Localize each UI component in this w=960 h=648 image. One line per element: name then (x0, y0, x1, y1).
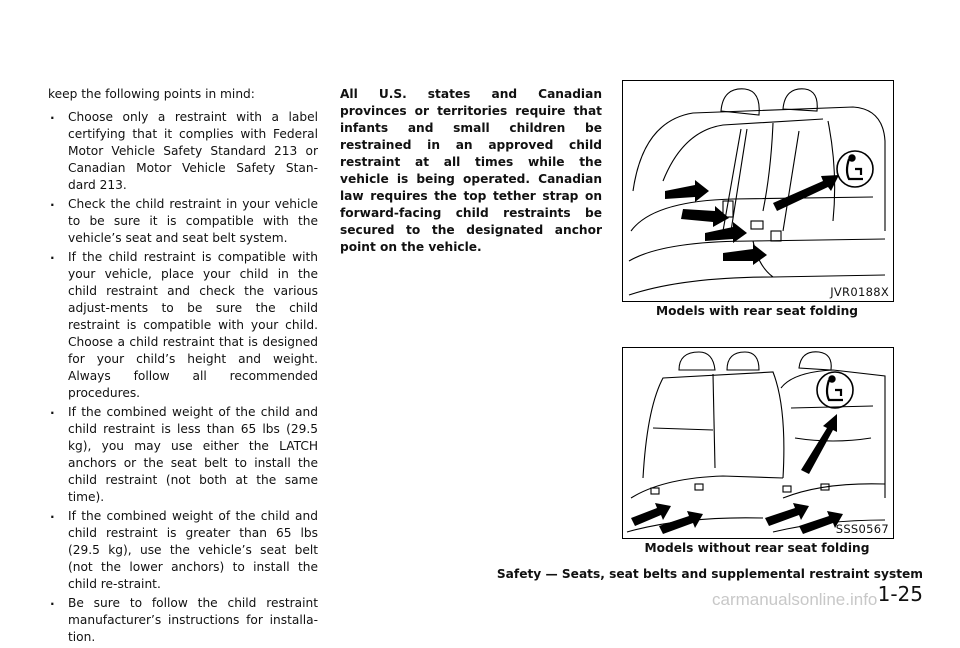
child-seat-anchor-icon (847, 155, 863, 179)
page-number: 1-25 (877, 582, 923, 606)
arrow-icons (631, 414, 843, 534)
left-column (48, 86, 318, 648)
figure-no-rear-seat-folding (622, 347, 894, 539)
figure-caption: Models without rear seat folding (644, 541, 870, 555)
list-item: . Choose only a restraint with a label certifying that it complies with Federal Motor Vehicle Safety Standard 213 or Canadian Motor Vehicle Safety Stan-dard 213. (48, 109, 318, 194)
seat-illustration (623, 348, 893, 538)
list-item: . If the combined weight of the child and child restraint is greater than 65 lbs (29.5 kg), use the vehicle’s seat belt (not the lower anchors) to install the child re-straint. (48, 508, 318, 593)
guidelines-list (48, 109, 318, 646)
figure-id: SSS0567 (835, 522, 889, 536)
warning-paragraph: All U.S. states and Canadian provinces or territories require that infants and small children be restrained in an approved child restraint at all times while the vehicle is being operated. Canadian law requires the top tether strap on forward-facing child restraints be secured to the designated anchor point on the vehicle. (340, 87, 602, 254)
child-seat-anchor-icon (827, 376, 843, 400)
list-item: . If the child restraint is compatible with your vehicle, place your child in the child restraint and check the various adjust-ments to be sure the child restraint is compatible with your child. Choose a child restraint that is designed for your child’s height and weight. Always follow all recommended procedures. (48, 249, 318, 402)
intro-text: keep the following points in mind: (48, 87, 255, 101)
watermark: carmanualsonline.info (712, 590, 878, 609)
list-item: . If the combined weight of the child and child restraint is less than 65 lbs (29.5 kg), you may use either the LATCH anchors or the seat belt to install the child restraint (not both at the same time). (48, 404, 318, 506)
figure-id: JVR0188X (830, 285, 889, 299)
figure-caption: Models with rear seat folding (655, 304, 859, 318)
seat-illustration (623, 81, 893, 301)
arrow-icons (665, 175, 839, 265)
figure-rear-seat-folding (622, 80, 894, 302)
list-item: . Be sure to follow the child restraint manufacturer’s instructions for installa-tion. (48, 595, 318, 646)
section-title: Safety — Seats, seat belts and supplemental restraint system (496, 567, 923, 581)
list-item: . Check the child restraint in your vehicle to be sure it is compatible with the vehicle’s seat and seat belt system. (48, 196, 318, 247)
